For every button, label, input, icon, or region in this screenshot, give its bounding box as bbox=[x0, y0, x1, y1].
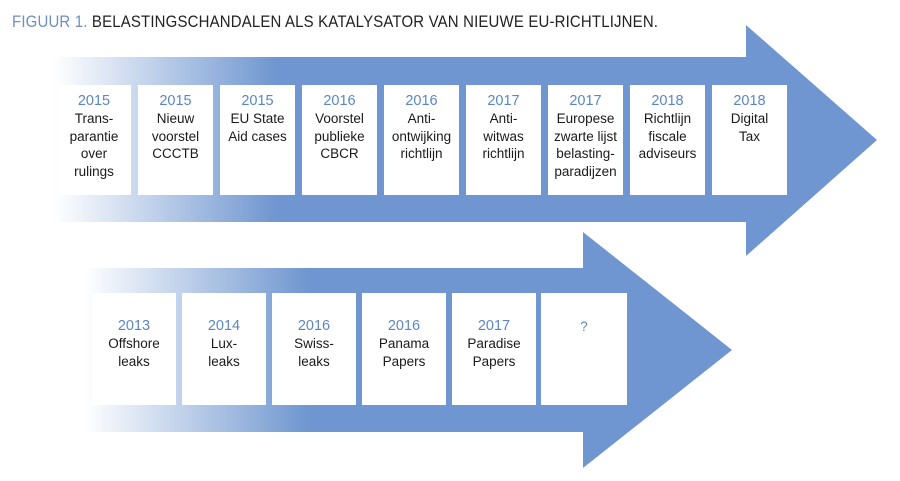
regulation-milestone-box bbox=[57, 85, 131, 195]
milestone-label: Lux- leaks bbox=[208, 336, 240, 369]
figure-number: FIGUUR 1. bbox=[12, 12, 88, 31]
milestone-label: Europese zwarte lijst belasting- paradijzen bbox=[553, 111, 617, 179]
milestone-year: 2013 bbox=[117, 318, 151, 334]
regulation-milestone-box bbox=[548, 85, 623, 195]
milestone-label: Richtlijn fiscale adviseurs bbox=[638, 111, 697, 161]
scandal-milestone-box bbox=[541, 293, 627, 405]
milestone-year: 2017 bbox=[569, 93, 602, 109]
milestone-year: 2017 bbox=[487, 93, 520, 109]
milestone-year: 2016 bbox=[405, 93, 438, 109]
milestone-label: Offshore leaks bbox=[108, 336, 160, 369]
milestone-year: 2016 bbox=[323, 93, 356, 109]
milestone-year: 2015 bbox=[159, 93, 192, 109]
regulation-milestone-box bbox=[138, 85, 213, 195]
milestone-year: 2018 bbox=[733, 93, 766, 109]
milestone-label: Trans- parantie over rulings bbox=[69, 111, 119, 179]
scandal-milestone-box bbox=[92, 293, 176, 405]
milestone-label: Anti- ontwijking richtlijn bbox=[391, 111, 452, 161]
regulation-milestone-box bbox=[630, 85, 705, 195]
milestone-year: 2017 bbox=[477, 318, 511, 334]
milestone-label: Nieuw voorstel CCCTB bbox=[151, 111, 200, 161]
milestone-label: Digital Tax bbox=[730, 111, 769, 144]
figure-caption: BELASTINGSCHANDALEN ALS KATALYSATOR VAN NIEUWE EU-RICHTLIJNEN. bbox=[91, 12, 659, 31]
milestone-label: EU State Aid cases bbox=[228, 111, 287, 144]
scandal-milestone-box bbox=[272, 293, 356, 405]
regulation-milestone-box bbox=[302, 85, 377, 195]
milestone-label: Anti- witwas richtlijn bbox=[482, 111, 525, 161]
scandal-milestone-box bbox=[182, 293, 266, 405]
milestone-label: Paradise Papers bbox=[467, 336, 521, 369]
milestone-label: Panama Papers bbox=[378, 336, 430, 369]
milestone-year: 2016 bbox=[387, 318, 421, 334]
milestone-label: Voorstel publieke CBCR bbox=[314, 111, 365, 161]
milestone-year: 2018 bbox=[651, 93, 684, 109]
milestone-label: Swiss- leaks bbox=[294, 336, 334, 369]
milestone-year: 2015 bbox=[77, 93, 111, 109]
milestone-year: 2015 bbox=[241, 93, 274, 109]
regulation-milestone-box bbox=[220, 85, 295, 195]
regulation-milestone-box bbox=[712, 85, 787, 195]
scandal-milestone-box bbox=[362, 293, 446, 405]
milestone-year: 2016 bbox=[297, 318, 331, 334]
scandal-milestone-box bbox=[452, 293, 536, 405]
regulation-milestone-box bbox=[384, 85, 459, 195]
milestone-year: 2014 bbox=[207, 318, 241, 334]
milestone-label: ? bbox=[580, 319, 588, 334]
regulation-milestone-box bbox=[466, 85, 541, 195]
